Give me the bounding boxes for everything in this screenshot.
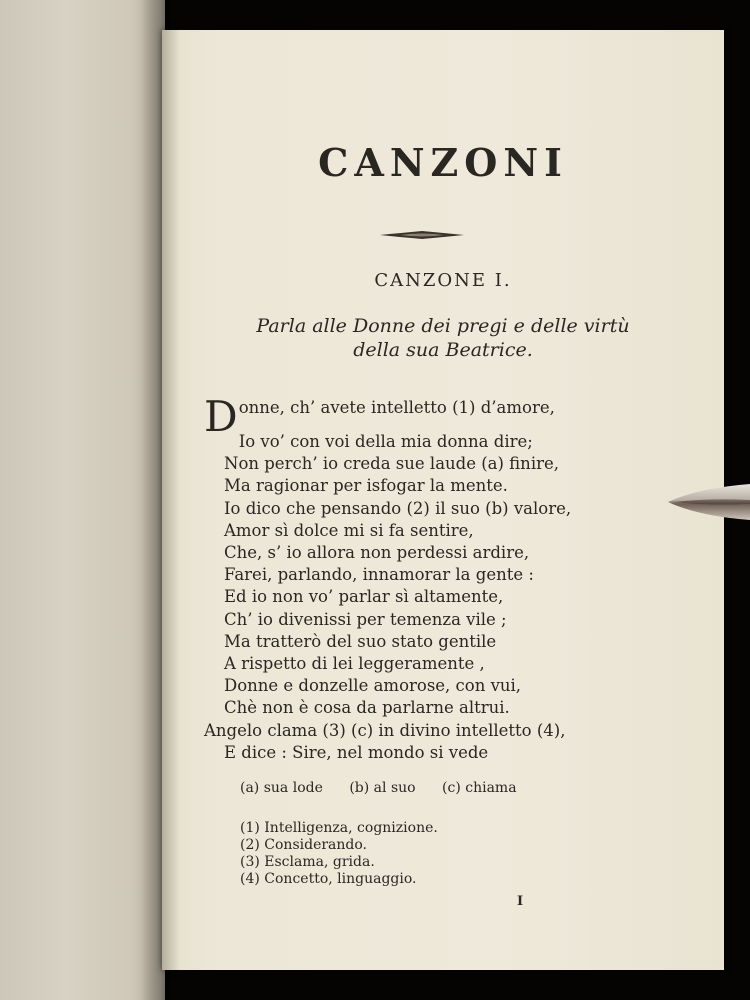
poem-line: Donne e donzelle amorose, con vui, bbox=[224, 676, 522, 696]
argument-text bbox=[162, 314, 724, 362]
section-heading: CANZONE I. bbox=[374, 270, 512, 291]
signature-mark: I bbox=[517, 894, 524, 909]
glossary-note: (a) sua lode bbox=[240, 780, 323, 796]
footnote: (3) Esclama, grida. bbox=[240, 854, 375, 870]
poem-line: Io dico che pensando (2) il suo (b) valore, bbox=[224, 498, 572, 518]
glossary-note: (b) al suo bbox=[349, 780, 416, 796]
footnote: (4) Concetto, linguaggio. bbox=[240, 871, 417, 887]
poem-first-line bbox=[204, 387, 704, 441]
poem-line: Ma tratterò del suo stato gentile bbox=[224, 631, 497, 651]
argument-line: della sua Beatrice. bbox=[353, 339, 533, 361]
poem-line: Chè non è cosa da parlarne altrui. bbox=[224, 698, 510, 718]
poem-line: Ma ragionar per isfogar la mente. bbox=[224, 476, 508, 496]
poem-line: Che, s’ io allora non perdessi ardire, bbox=[224, 543, 530, 563]
poem-body bbox=[204, 387, 704, 764]
poem-line: Ch’ io divenissi per temenza vile ; bbox=[224, 609, 507, 629]
drop-cap: D bbox=[204, 392, 238, 441]
poem-line-text: onne, ch’ avete intelletto (1) d’amore, bbox=[238, 398, 555, 417]
glossary-note: (c) chiama bbox=[442, 780, 517, 796]
footnote: (2) Considerando. bbox=[240, 837, 367, 853]
poem-line: Io vo’ con voi della mia donna dire; bbox=[238, 432, 533, 451]
footnotes bbox=[240, 820, 438, 888]
poem-line: Amor sì dolce mi si fa sentire, bbox=[224, 520, 474, 540]
poem-line: A rispetto di lei leggeramente , bbox=[224, 654, 485, 674]
metal-bookmark-icon bbox=[668, 480, 750, 524]
page-title: CANZONI bbox=[318, 140, 568, 185]
poem-line: E dice : Sire, nel mondo si vede bbox=[224, 742, 489, 762]
poem-line: Farei, parlando, innamorar la gente : bbox=[224, 565, 534, 585]
argument-line: Parla alle Donne dei pregi e delle virtù bbox=[256, 315, 630, 337]
poem-line: Non perch’ io creda sue laude (a) finire, bbox=[224, 454, 559, 474]
ornament-divider-icon bbox=[380, 230, 464, 240]
poem-line: Ed io non vo’ parlar sì altamente, bbox=[224, 587, 504, 607]
footnote: (1) Intelligenza, cognizione. bbox=[240, 820, 438, 836]
right-page bbox=[162, 30, 724, 970]
glossary-notes bbox=[240, 780, 539, 796]
poem-line: Angelo clama (3) (c) in divino intelletto (4), bbox=[204, 720, 566, 740]
